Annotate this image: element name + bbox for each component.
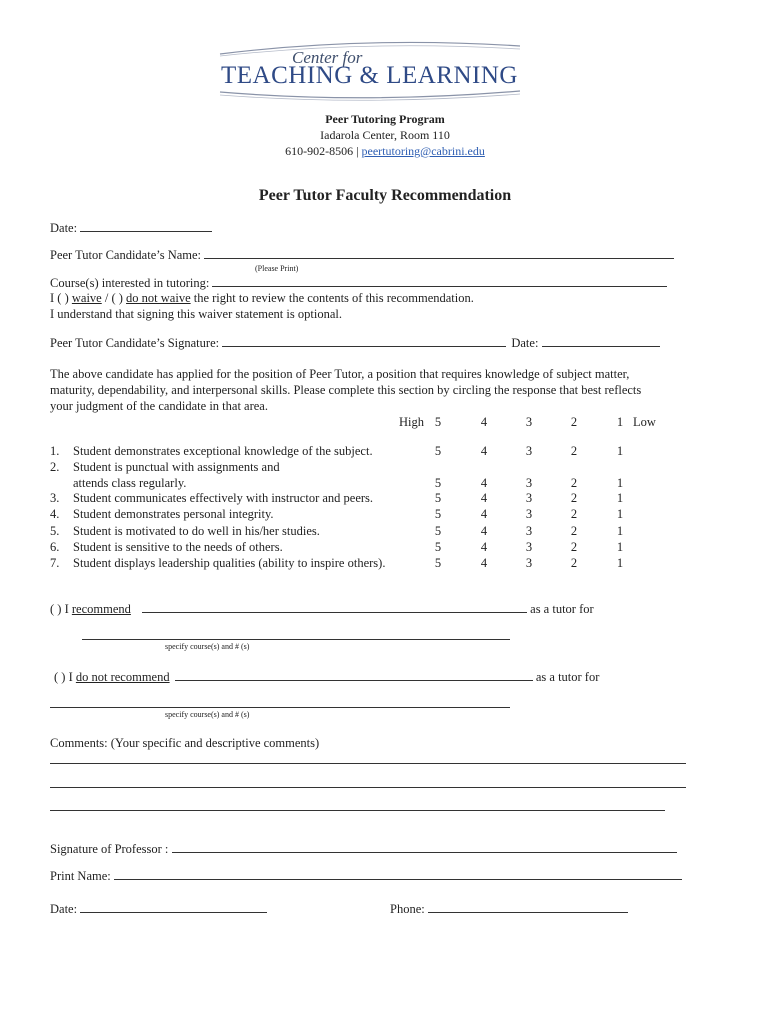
criterion-number: 3. (50, 491, 60, 505)
program-phone: 610-902-8506 | (285, 144, 359, 158)
logo-swoosh-top (215, 40, 525, 60)
waiver-mid[interactable]: / ( ) (104, 291, 123, 305)
rating-2[interactable]: 2 (570, 556, 578, 570)
recommend-specify-note: specify course(s) and # (s) (165, 642, 250, 651)
not-recommend-checkbox[interactable]: ( ) I (54, 670, 73, 684)
criterion-text-continued: attends class regularly. (73, 476, 187, 490)
footer-date-line[interactable] (80, 901, 267, 913)
not-recommend-label: do not recommend (75, 670, 170, 684)
rating-1[interactable]: 1 (616, 556, 624, 570)
logo-script-text: Center for (292, 48, 363, 67)
criterion-text: Student is motivated to do well in his/her studies. (73, 524, 320, 538)
recommend-suffix: as a tutor for (530, 602, 594, 616)
waiver-prefix[interactable]: I ( ) (50, 291, 69, 305)
rating-3[interactable]: 3 (525, 540, 533, 554)
intro-line-2: maturity, dependability, and interpersonal skills. Please complete this section by circling the response that best reflects (50, 383, 642, 397)
please-print-note: (Please Print) (255, 264, 299, 273)
rating-1[interactable]: 1 (616, 476, 624, 490)
rating-4[interactable]: 4 (480, 476, 488, 490)
signature-date-line[interactable] (542, 335, 660, 347)
program-name: Peer Tutoring Program (325, 112, 445, 126)
not-recommend-suffix: as a tutor for (535, 670, 600, 684)
signature-date-label: Date: (511, 336, 539, 350)
waiver-note: I understand that signing this waiver statement is optional. (50, 307, 342, 321)
rating-3[interactable]: 3 (525, 444, 533, 458)
waiver-suffix: the right to review the contents of this recommendation. (193, 291, 474, 305)
program-contact (0, 144, 770, 159)
courses-field (50, 275, 667, 291)
scale-value-2: 2 (570, 415, 578, 429)
scale-value-3: 3 (525, 415, 533, 429)
rating-3[interactable]: 3 (525, 491, 533, 505)
page-title: Peer Tutor Faculty Recommendation (258, 187, 512, 204)
recommend-name-line[interactable] (142, 601, 527, 613)
intro-line-3: your judgment of the candidate in that area. (50, 399, 268, 413)
comments-line-2[interactable] (50, 776, 686, 792)
rating-4[interactable]: 4 (480, 540, 488, 554)
professor-signature-label: Signature of Professor : (50, 842, 169, 856)
date-field (50, 220, 212, 236)
waive-option[interactable]: waive (71, 291, 102, 305)
courses-label: Course(s) interested in tutoring: (50, 276, 210, 290)
criterion-number: 6. (50, 540, 60, 554)
courses-line[interactable] (212, 275, 667, 287)
rating-3[interactable]: 3 (525, 524, 533, 538)
scale-value-4: 4 (480, 415, 488, 429)
rating-1[interactable]: 1 (616, 524, 624, 538)
candidate-signature-label: Peer Tutor Candidate’s Signature: (50, 336, 220, 350)
rating-4[interactable]: 4 (480, 556, 488, 570)
criterion-number: 4. (50, 507, 60, 521)
comments-label: Comments: (Your specific and descriptive comments) (50, 736, 320, 750)
date-line[interactable] (80, 220, 212, 232)
footer-date-field (50, 901, 267, 917)
criterion-number: 1. (50, 444, 60, 458)
footer-phone-field (390, 901, 628, 917)
footer-phone-line[interactable] (428, 901, 628, 913)
print-name-line[interactable] (114, 868, 682, 880)
criterion-text: Student is punctual with assignments and (73, 460, 280, 474)
rating-4[interactable]: 4 (480, 444, 488, 458)
rating-5[interactable]: 5 (434, 507, 442, 521)
rating-2[interactable]: 2 (570, 540, 578, 554)
criterion-number: 7. (50, 556, 60, 570)
rating-1[interactable]: 1 (616, 540, 624, 554)
professor-signature-line[interactable] (172, 841, 677, 853)
rating-5[interactable]: 5 (434, 476, 442, 490)
rating-5[interactable]: 5 (434, 444, 442, 458)
footer-date-label: Date: (50, 902, 78, 916)
not-recommend-specify-note: specify course(s) and # (s) (165, 710, 250, 719)
rating-1[interactable]: 1 (616, 507, 624, 521)
not-recommend-name-line[interactable] (175, 669, 533, 681)
rating-5[interactable]: 5 (434, 556, 442, 570)
rating-5[interactable]: 5 (434, 524, 442, 538)
program-email-link[interactable]: peertutoring@cabrini.edu (361, 144, 485, 158)
not-recommend-course-field (50, 696, 510, 712)
not-recommend-course-line[interactable] (50, 696, 510, 708)
recommend-row (50, 601, 594, 617)
date-label: Date: (50, 221, 78, 235)
candidate-name-label: Peer Tutor Candidate’s Name: (50, 248, 202, 262)
program-location: Iadarola Center, Room 110 (320, 128, 450, 142)
criterion-text: Student demonstrates exceptional knowledge of the subject. (73, 444, 373, 458)
not-recommend-row (54, 669, 599, 685)
comments-line-3[interactable] (50, 799, 665, 815)
rating-3[interactable]: 3 (525, 507, 533, 521)
scale-low-label: Low (633, 415, 656, 429)
rating-5[interactable]: 5 (434, 491, 442, 505)
scale-value-5: 5 (434, 415, 442, 429)
print-name-field (50, 868, 682, 884)
waiver-statement (50, 291, 474, 306)
rating-1[interactable]: 1 (616, 491, 624, 505)
criterion-text: Student demonstrates personal integrity. (73, 507, 274, 521)
rating-3[interactable]: 3 (525, 476, 533, 490)
candidate-name-line[interactable] (204, 247, 674, 259)
rating-5[interactable]: 5 (434, 540, 442, 554)
rating-4[interactable]: 4 (480, 524, 488, 538)
rating-2[interactable]: 2 (570, 507, 578, 521)
candidate-name-field (50, 247, 674, 263)
rating-4[interactable]: 4 (480, 507, 488, 521)
rating-3[interactable]: 3 (525, 556, 533, 570)
logo-swoosh-bottom (215, 88, 525, 104)
rating-2[interactable]: 2 (570, 491, 578, 505)
logo-main-text: TEACHING & LEARNING (221, 62, 518, 89)
comments-line-1[interactable] (50, 752, 686, 768)
criterion-text: Student displays leadership qualities (ability to inspire others). (73, 556, 386, 570)
criterion-number: 2. (50, 460, 60, 474)
candidate-signature-field (50, 335, 660, 351)
rating-2[interactable]: 2 (570, 444, 578, 458)
intro-line-1: The above candidate has applied for the position of Peer Tutor, a position that requires knowledge of subject matter, (50, 367, 630, 381)
criterion-number: 5. (50, 524, 60, 538)
rating-1[interactable]: 1 (616, 444, 624, 458)
recommend-course-line[interactable] (82, 628, 510, 640)
rating-4[interactable]: 4 (480, 491, 488, 505)
do-not-waive-option[interactable]: do not waive (126, 291, 191, 305)
footer-phone-label: Phone: (390, 902, 425, 916)
scale-value-1: 1 (616, 415, 624, 429)
print-name-label: Print Name: (50, 869, 111, 883)
professor-signature-field (50, 841, 677, 857)
criterion-text: Student is sensitive to the needs of others. (73, 540, 283, 554)
criterion-text: Student communicates effectively with instructor and peers. (73, 491, 374, 505)
scale-high-label: High (399, 415, 424, 429)
candidate-signature-line[interactable] (222, 335, 506, 347)
recommend-checkbox[interactable]: ( ) I (50, 602, 69, 616)
recommend-label: recommend (71, 602, 131, 616)
recommend-course-field (82, 628, 510, 644)
rating-2[interactable]: 2 (570, 524, 578, 538)
rating-2[interactable]: 2 (570, 476, 578, 490)
